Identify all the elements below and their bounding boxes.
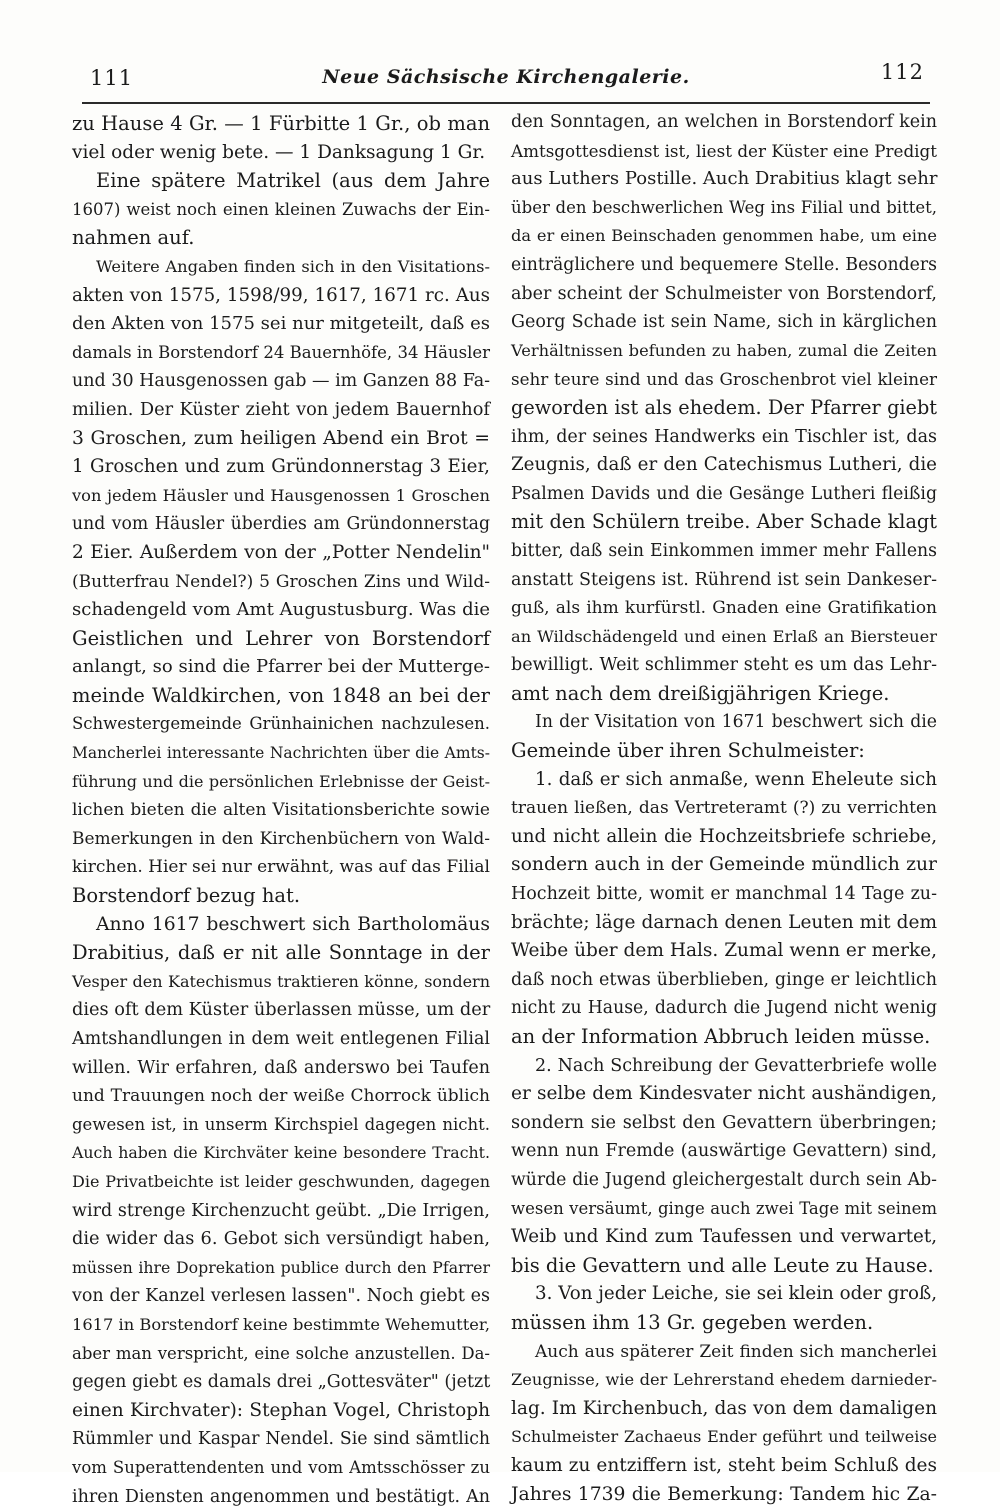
text-line: Amtsgottesdienst ist, liest der Küster eine Predigt bbox=[511, 137, 937, 166]
text-line: Weib und Kind zum Taufessen und verwartet, bbox=[511, 1223, 937, 1252]
text-line: Zeugnis, daß er den Catechismus Lutheri, die bbox=[511, 451, 937, 480]
text-line: viel oder wenig bete. — 1 Danksagung 1 Gr. bbox=[72, 139, 490, 168]
text-line: 2 Eier. Außerdem von der „Potter Nendelin" bbox=[72, 539, 490, 568]
text-line: von jedem Häusler und Hausgenossen 1 Groschen bbox=[72, 482, 490, 511]
text-line: Weibe über dem Hals. Zumal wenn er merke, bbox=[511, 937, 937, 966]
text-line: Schulmeister Zachaeus Ender geführt und teilweise bbox=[511, 1423, 937, 1452]
text-line: gegen giebt es damals drei „Gottesväter" (jetzt bbox=[72, 1368, 490, 1397]
text-line: 3 Groschen, zum heiligen Abend ein Brot = bbox=[72, 425, 490, 454]
text-line: 2. Nach Schreibung der Gevatterbriefe wolle bbox=[511, 1052, 937, 1081]
text-line: und Trauungen noch der weiße Chorrock üblich bbox=[72, 1082, 490, 1111]
text-line: Weitere Angaben finden sich in den Visitations- bbox=[72, 253, 490, 282]
text-line: dies oft dem Küster überlassen müsse, um der bbox=[72, 996, 490, 1025]
text-line: den Sonntagen, an welchen in Borstendorf kein bbox=[511, 108, 937, 137]
text-line: milien. Der Küster zieht von jedem Bauernhof bbox=[72, 396, 490, 425]
text-line: nicht zu Hause, dadurch die Jugend nicht wenig bbox=[511, 994, 937, 1023]
text-line: und vom Häusler überdies am Gründonnerstag bbox=[72, 510, 490, 539]
text-line: vom Superattendenten und vom Amtsschösser zu bbox=[72, 1454, 490, 1483]
text-line: Drabitius, daß er nit alle Sonntage in der bbox=[72, 939, 490, 968]
text-line: einen Kirchvater): Stephan Vogel, Christoph bbox=[72, 1397, 490, 1426]
text-line: 3. Von jeder Leiche, sie sei klein oder groß, bbox=[511, 1280, 937, 1309]
text-line: wenn nun Fremde (auswärtige Gevattern) sind, bbox=[511, 1137, 937, 1166]
text-line: aber man verspricht, eine solche anzustellen. Da- bbox=[72, 1340, 490, 1369]
text-line: über den beschwerlichen Weg ins Filial und bittet, bbox=[511, 194, 937, 223]
text-line: Vesper den Katechismus traktieren könne, sondern bbox=[72, 968, 490, 997]
page-number-left: 111 bbox=[90, 66, 133, 90]
text-line: bis die Gevattern und alle Leute zu Hause. bbox=[511, 1252, 937, 1281]
text-line: wird strenge Kirchenzucht geübt. „Die Irrigen, bbox=[72, 1197, 490, 1226]
text-line: würde die Jugend gleichergestalt durch sein Ab- bbox=[511, 1166, 937, 1195]
text-line: Eine spätere Matrikel (aus dem Jahre bbox=[72, 167, 490, 196]
text-line: den Akten von 1575 sei nur mitgeteilt, daß es bbox=[72, 310, 490, 339]
page-header bbox=[82, 58, 930, 98]
text-line: geworden ist als ehedem. Der Pfarrer giebt bbox=[511, 394, 937, 423]
text-line: trauen ließen, das Vertreteramt (?) zu verrichten bbox=[511, 794, 937, 823]
text-line: Psalmen Davids und die Gesänge Lutheri fleißig bbox=[511, 480, 937, 509]
text-line: lichen bieten die alten Visitationsberichte sowie bbox=[72, 796, 490, 825]
text-line: guß, als ihm kurfürstl. Gnaden eine Gratifikation bbox=[511, 594, 937, 623]
header-rule bbox=[82, 102, 930, 104]
text-line: von der Kanzel verlesen lassen". Noch giebt es bbox=[72, 1282, 490, 1311]
text-line: anstatt Steigens ist. Rührend ist sein Dankeser- bbox=[511, 566, 937, 595]
text-line: 1617 in Borstendorf keine bestimmte Wehemutter, bbox=[72, 1311, 490, 1340]
text-line: willen. Wir erfahren, daß anderswo bei Taufen bbox=[72, 1054, 490, 1083]
page-number-right: 112 bbox=[881, 60, 924, 84]
text-line: Hochzeit bitte, womit er manchmal 14 Tage zu- bbox=[511, 880, 937, 909]
text-line: da er einen Beinschaden genommen habe, um eine bbox=[511, 222, 937, 251]
text-line: akten von 1575, 1598/99, 1617, 1671 rc. Aus bbox=[72, 282, 490, 311]
text-line: 1. daß er sich anmaße, wenn Eheleute sich bbox=[511, 766, 937, 795]
text-line: zu Hause 4 Gr. — 1 Fürbitte 1 Gr., ob man bbox=[72, 110, 490, 139]
text-line: einträglichere und bequemere Stelle. Besonders bbox=[511, 251, 937, 280]
text-line: er selbe dem Kindesvater nicht aushändigen, bbox=[511, 1080, 937, 1109]
text-line: Jahres 1739 die Bemerkung: Tandem hic Za- bbox=[511, 1481, 937, 1510]
text-line: wesen versäumt, ginge auch zwei Tage mit seinem bbox=[511, 1195, 937, 1224]
text-line: Borstendorf bezug hat. bbox=[72, 882, 490, 911]
text-line: Rümmler und Kaspar Nendel. Sie sind sämtlich bbox=[72, 1425, 490, 1454]
text-line: meinde Waldkirchen, von 1848 an bei der bbox=[72, 682, 490, 711]
text-line: Amtshandlungen in dem weit entlegenen Filial bbox=[72, 1025, 490, 1054]
text-line: Zeugnisse, wie der Lehrerstand ehedem darnieder- bbox=[511, 1366, 937, 1395]
text-line: mit den Schülern treibe. Aber Schade klagt bbox=[511, 508, 937, 537]
text-line: nahmen auf. bbox=[72, 224, 490, 253]
text-line: führung und die persönlichen Erlebnisse der Geist- bbox=[72, 768, 490, 797]
text-line: gewesen ist, in unserm Kirchspiel dagegen nicht. bbox=[72, 1111, 490, 1140]
text-line: In der Visitation von 1671 beschwert sich die bbox=[511, 708, 937, 737]
text-line: aber scheint der Schulmeister von Borstendorf, bbox=[511, 280, 937, 309]
text-line: an der Information Abbruch leiden müsse. bbox=[511, 1023, 937, 1052]
text-line: daß noch etwas überblieben, ginge er leichtlich bbox=[511, 966, 937, 995]
text-line: Georg Schade ist sein Name, sich in kärglichen bbox=[511, 308, 937, 337]
text-line: ihren Diensten angenommen und bestätigt. An bbox=[72, 1483, 490, 1511]
text-line: und 30 Hausgenossen gab — im Ganzen 88 Fa- bbox=[72, 367, 490, 396]
text-line: sondern sie selbst den Gevattern überbringen; bbox=[511, 1109, 937, 1138]
text-line: amt nach dem dreißigjährigen Kriege. bbox=[511, 680, 937, 709]
text-line: die wider das 6. Gebot sich versündigt haben, bbox=[72, 1225, 490, 1254]
text-line: bitter, daß sein Einkommen immer mehr Fallens bbox=[511, 537, 937, 566]
text-line: Die Privatbeichte ist leider geschwunden, dagegen bbox=[72, 1168, 490, 1197]
text-line: 1 Groschen und zum Gründonnerstag 3 Eier, bbox=[72, 453, 490, 482]
text-line: ihm, der seines Handwerks ein Tischler ist, das bbox=[511, 423, 937, 452]
text-line: bewilligt. Weit schlimmer steht es um das Lehr- bbox=[511, 651, 937, 680]
text-line: sondern auch in der Gemeinde mündlich zur bbox=[511, 851, 937, 880]
text-line: Auch aus späterer Zeit finden sich mancherlei bbox=[511, 1338, 937, 1367]
text-line: schadengeld vom Amt Augustusburg. Was die bbox=[72, 596, 490, 625]
text-line: sehr teure sind und das Groschenbrot viel kleiner bbox=[511, 365, 937, 394]
text-line: müssen ihm 13 Gr. gegeben werden. bbox=[511, 1309, 937, 1338]
text-line: aus Luthers Postille. Auch Drabitius klagt sehr bbox=[511, 165, 937, 194]
text-line: Auch haben die Kirchväter keine besondere Tracht. bbox=[72, 1139, 490, 1168]
text-line: 1607) weist noch einen kleinen Zuwachs der Ein- bbox=[72, 196, 490, 225]
text-line: an Wildschädengeld und einen Erlaß an Biersteuer bbox=[511, 623, 937, 652]
text-line: Schwestergemeinde Grünhainichen nachzulesen. bbox=[72, 710, 490, 739]
text-line: Bemerkungen in den Kirchenbüchern von Wald- bbox=[72, 825, 490, 854]
text-line: brächte; läge darnach denen Leuten mit dem bbox=[511, 909, 937, 938]
text-line: (Butterfrau Nendel?) 5 Groschen Zins und Wild- bbox=[72, 568, 490, 597]
text-line: Geistlichen und Lehrer von Borstendorf bbox=[72, 625, 490, 654]
text-line: anlangt, so sind die Pfarrer bei der Mutterge- bbox=[72, 653, 490, 682]
text-line: müssen ihre Doprekation publice durch den Pfarrer bbox=[72, 1254, 490, 1283]
text-line: und nicht allein die Hochzeitsbriefe schriebe, bbox=[511, 823, 937, 852]
left-column bbox=[72, 110, 490, 1511]
text-line: kaum zu entziffern ist, steht beim Schluß des bbox=[511, 1452, 937, 1481]
text-line: lag. Im Kirchenbuch, das von dem damaligen bbox=[511, 1395, 937, 1424]
running-title: Neue Sächsische Kirchengalerie. bbox=[82, 66, 930, 88]
text-line: Gemeinde über ihren Schulmeister: bbox=[511, 737, 937, 766]
text-line: kirchen. Hier sei nur erwähnt, was auf das Filial bbox=[72, 853, 490, 882]
text-line: Anno 1617 beschwert sich Bartholomäus bbox=[72, 911, 490, 940]
text-line: Mancherlei interessante Nachrichten über die Amts- bbox=[72, 739, 490, 768]
text-line: Verhältnissen befunden zu haben, zumal die Zeiten bbox=[511, 337, 937, 366]
right-column bbox=[511, 108, 937, 1509]
text-line: damals in Borstendorf 24 Bauernhöfe, 34 Häusler bbox=[72, 339, 490, 368]
